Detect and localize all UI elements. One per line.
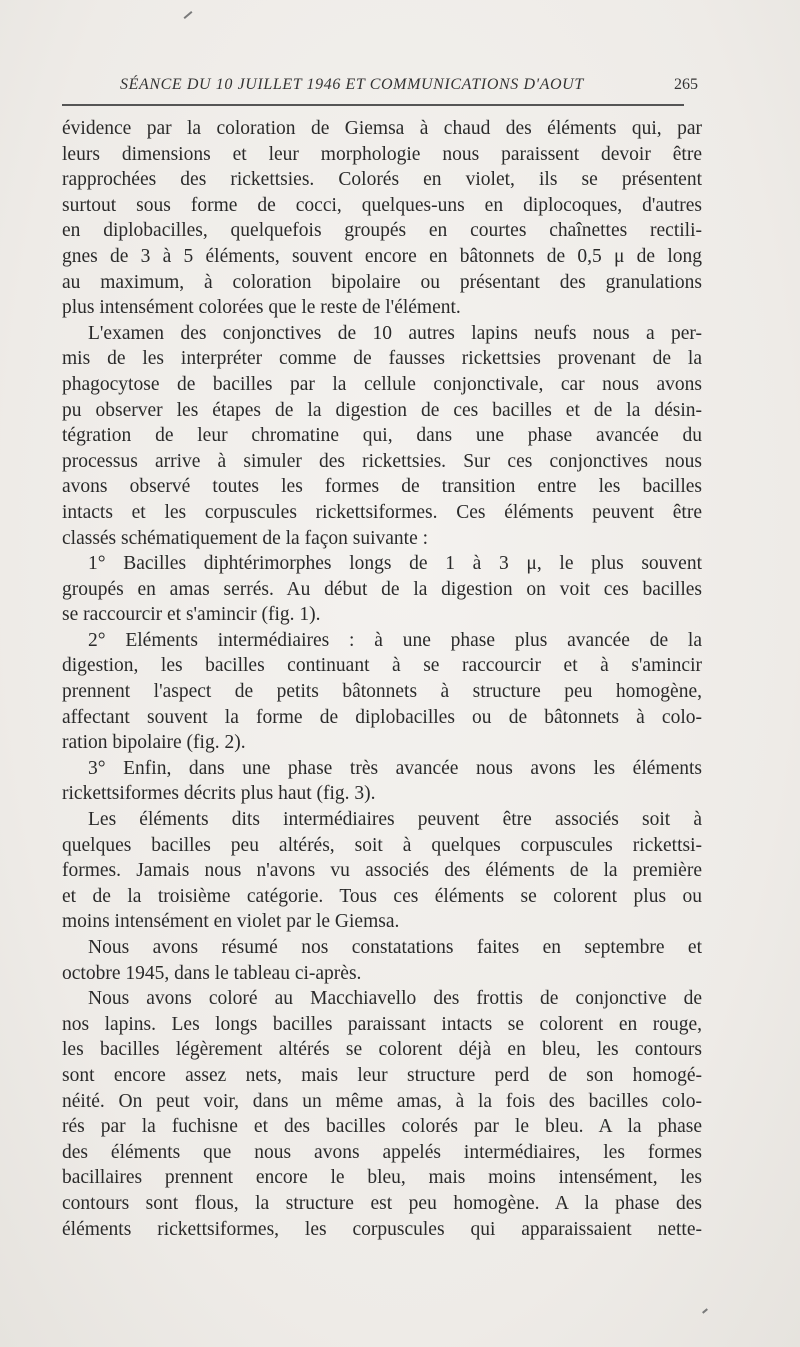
text-line: rapprochées des rickettsies. Colorés en violet, ils se présentent [62, 169, 702, 191]
text-line: Les éléments dits intermédiaires peuvent être associés soit à [88, 809, 702, 831]
header-rule [62, 104, 684, 106]
text-line: phagocytose de bacilles par la cellule conjonctivale, car nous avons [62, 373, 702, 395]
text-line: rickettsiformes décrits plus haut (fig. 3). [62, 783, 376, 805]
text-line: des éléments que nous avons appelés intermédiaires, les formes [62, 1141, 702, 1163]
text-line: processus arrive à simuler des rickettsies. Sur ces conjonctives nous [62, 450, 702, 472]
text-line: quelques bacilles peu altérés, soit à quelques corpuscules rickettsi- [62, 834, 702, 856]
text-line: en diplobacilles, quelquefois groupés en courtes chaînettes rectili- [62, 220, 702, 242]
body-text [62, 116, 702, 1242]
text-line: rés par la fuchisne et des bacilles colorés par le bleu. A la phase [62, 1116, 702, 1138]
text-line: pu observer les étapes de la digestion de ces bacilles et de la désin- [62, 399, 702, 421]
text-line: éléments rickettsiformes, les corpuscules qui apparaissaient nette- [62, 1218, 702, 1240]
text-line: gnes de 3 à 5 éléments, souvent encore en bâtonnets de 0,5 μ de long [62, 245, 702, 267]
text-line: octobre 1945, dans le tableau ci-après. [62, 962, 362, 984]
text-line: 2° Eléments intermédiaires : à une phase plus avancée de la [88, 629, 702, 651]
text-line: classés schématiquement de la façon suivante : [62, 527, 429, 549]
text-line: au maximum, à coloration bipolaire ou présentant des granulations [62, 271, 702, 293]
text-line: ration bipolaire (fig. 2). [62, 732, 246, 754]
running-header [62, 76, 702, 100]
text-line: moins intensément en violet par le Giemsa. [62, 911, 400, 933]
text-line: se raccourcir et s'amincir (fig. 1). [62, 604, 321, 626]
pencil-mark-icon [702, 1308, 708, 1313]
text-line: L'examen des conjonctives de 10 autres lapins neufs nous a per- [88, 322, 702, 344]
text-line: leurs dimensions et leur morphologie nous paraissent devoir être [62, 143, 702, 165]
text-line: évidence par la coloration de Giemsa à chaud des éléments qui, par [62, 118, 702, 139]
text-line: néité. On peut voir, dans un même amas, à la fois des bacilles colo- [62, 1090, 702, 1112]
text-line: digestion, les bacilles continuant à se raccourcir et à s'amincir [62, 655, 702, 677]
text-line: contours sont flous, la structure est peu homogène. A la phase des [62, 1192, 702, 1214]
text-line: affectant souvent la forme de diplobacilles ou de bâtonnets à colo- [62, 706, 702, 728]
text-line: prennent l'aspect de petits bâtonnets à structure peu homogène, [62, 681, 702, 703]
text-line: 3° Enfin, dans une phase très avancée nous avons les éléments [88, 757, 702, 779]
text-line: et de la troisième catégorie. Tous ces éléments se colorent plus ou [62, 885, 702, 907]
text-line: nos lapins. Les longs bacilles paraissant intacts se colorent en rouge, [62, 1013, 702, 1035]
text-line: avons observé toutes les formes de transition entre les bacilles [62, 476, 702, 498]
text-line: bacillaires prennent encore le bleu, mais moins intensément, les [62, 1167, 702, 1189]
text-line: mis de les interpréter comme de fausses rickettsies provenant de la [62, 348, 702, 370]
text-line: Nous avons résumé nos constatations faites en septembre et [88, 937, 702, 958]
text-line: groupés en amas serrés. Au début de la digestion on voit ces bacilles [62, 578, 702, 600]
text-line: formes. Jamais nous n'avons vu associés des éléments de la première [62, 860, 702, 882]
text-line: 1° Bacilles diphtérimorphes longs de 1 à 3 μ, le plus souvent [88, 553, 702, 575]
text-line: les bacilles légèrement altérés se colorent déjà en bleu, les contours [62, 1039, 702, 1061]
page-number: 265 [674, 76, 698, 93]
text-line: tégration de leur chromatine qui, dans une phase avancée du [62, 425, 702, 447]
pencil-mark-icon [184, 11, 193, 19]
text-line: sont encore assez nets, mais leur structure perd de son homogé- [62, 1064, 702, 1086]
text-line: Nous avons coloré au Macchiavello des frottis de conjonctive de [88, 988, 702, 1010]
running-title: SÉANCE DU 10 JUILLET 1946 ET COMMUNICATIONS D'AOUT [120, 76, 584, 93]
text-line: surtout sous forme de cocci, quelques-uns en diplocoques, d'autres [62, 194, 702, 216]
text-line: plus intensément colorées que le reste de l'élément. [62, 297, 461, 319]
text-line: intacts et les corpuscules rickettsiformes. Ces éléments peuvent être [62, 501, 702, 523]
